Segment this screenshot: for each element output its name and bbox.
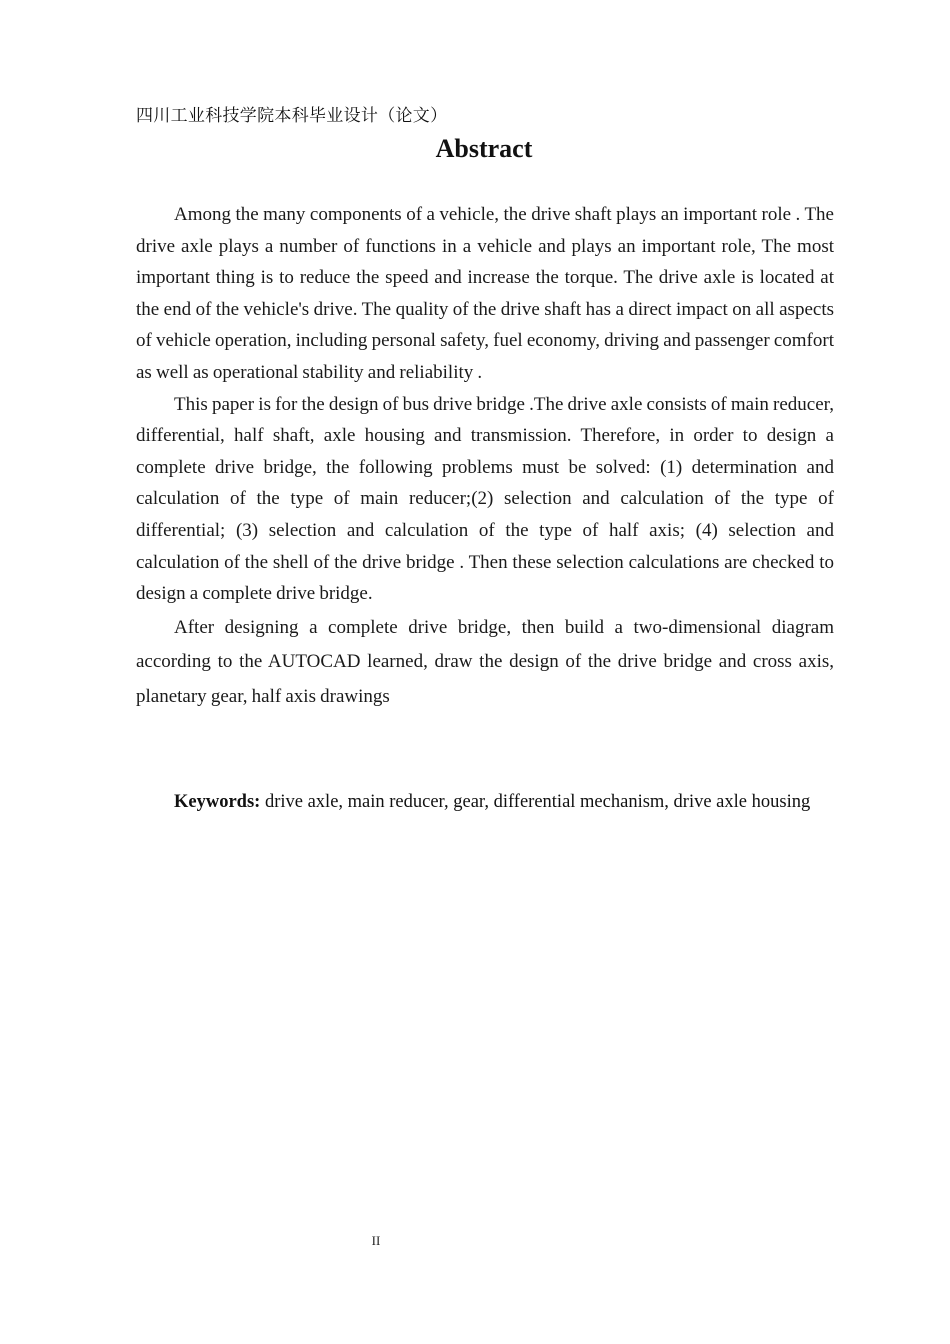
keywords-line (174, 792, 810, 813)
keywords-list: drive axle, main reducer, gear, differential mechanism, drive axle housing (260, 792, 811, 812)
abstract-paragraph-2: This paper is for the design of bus drive bridge .The drive axle consists of main reducer, differential, half shaft, axle housing and transmission. Therefore, in order to design a complete drive bridge, the following problems must be solved: (1) determination and calculation of the type of main reducer;(2) selection and calculation of the type of differential; (3) selection and calculation of the type of half axis; (4) selection and calculation of the shell of the drive bridge . Then these selection calculations are checked to design a complete drive bridge. (136, 393, 834, 605)
abstract-paragraph-1: Among the many components of a vehicle, the drive shaft plays an important role . The drive axle plays a number of functions in a vehicle and plays an important role, The most important thing is to reduce the speed and increase the torque. The drive axle is located at the end of the vehicle's drive. The quality of the drive shaft has a direct impact on all aspects of vehicle operation, including personal safety, fuel economy, driving and passenger comfort as well as operational stability and reliability . (136, 204, 834, 383)
abstract-paragraph-3: After designing a complete drive bridge, then build a two-dimensional diagram according to the AUTOCAD learned, draw the design of the drive bridge and cross axis, planetary gear, half axis drawings (136, 616, 834, 707)
page-number: II (371, 1233, 381, 1248)
abstract-title: Abstract (435, 134, 533, 163)
keywords-label: Keywords: (174, 792, 261, 812)
abstract-body (136, 199, 834, 715)
running-header: 四川工业科技学院本科毕业设计（论文） (136, 106, 448, 126)
